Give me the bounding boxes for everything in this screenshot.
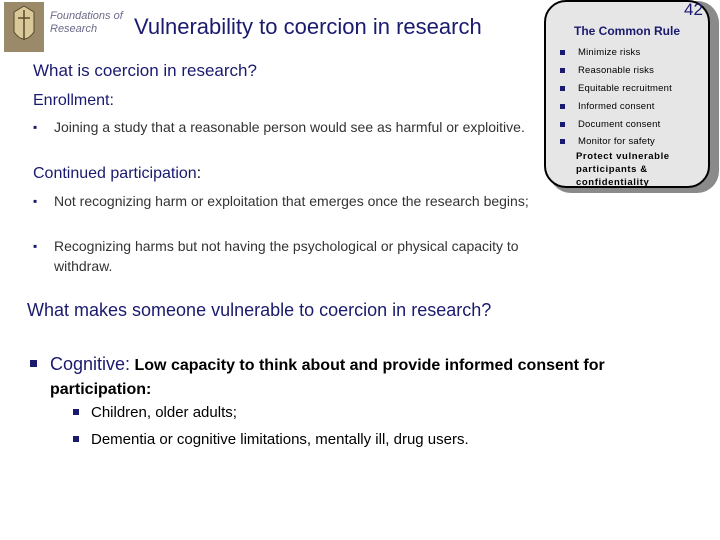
sub-list-item: Children, older adults; bbox=[73, 404, 237, 421]
square-bullet-icon bbox=[30, 360, 37, 367]
cognitive-label: Cognitive: bbox=[50, 354, 131, 374]
continued-heading-label: Continued participation bbox=[33, 165, 197, 182]
rule-item: Equitable recruitment bbox=[560, 83, 672, 94]
square-bullet-icon bbox=[560, 122, 565, 127]
question-heading: What is coercion in research? bbox=[33, 61, 257, 80]
list-item: ▪ Joining a study that a reasonable person would see as harmful or exploitive. bbox=[33, 119, 525, 135]
sub-list-item: Dementia or cognitive limitations, mentally ill, drug users. bbox=[73, 431, 469, 448]
square-bullet-icon bbox=[560, 50, 565, 55]
cognitive-item bbox=[30, 352, 690, 402]
rule-item: Informed consent bbox=[560, 101, 655, 112]
rule-item: Monitor for safety bbox=[560, 136, 655, 147]
common-rule-title: The Common Rule bbox=[573, 24, 680, 38]
square-bullet-icon bbox=[560, 104, 565, 109]
square-bullet-icon: ▪ bbox=[33, 120, 38, 134]
square-bullet-icon: ▪ bbox=[33, 239, 38, 253]
rule-item: Reasonable risks bbox=[560, 65, 654, 76]
square-bullet-icon bbox=[73, 409, 79, 415]
square-bullet-icon: ▪ bbox=[33, 194, 38, 208]
square-bullet-icon bbox=[560, 86, 565, 91]
enrollment-heading: Enrollment: bbox=[33, 92, 114, 109]
list-item: ▪ Not recognizing harm or exploitation that emerges once the research begins; bbox=[33, 193, 529, 209]
series-title: Foundations of Research bbox=[50, 10, 123, 35]
square-bullet-icon bbox=[560, 139, 565, 144]
common-rule-panel bbox=[544, 0, 710, 188]
university-crest-logo bbox=[4, 2, 44, 52]
page-number: 42 bbox=[684, 0, 703, 19]
rule-item: Document consent bbox=[560, 119, 660, 130]
list-item: ▪ Recognizing harms but not having the psychological or physical capacity to withdraw. bbox=[33, 238, 519, 274]
rule-panel-note: Protect vulnerable participants & confidentiality bbox=[576, 151, 670, 188]
heading-separator: : bbox=[196, 165, 202, 182]
continued-participation-heading bbox=[33, 165, 201, 183]
square-bullet-icon bbox=[73, 436, 79, 442]
rule-item: Minimize risks bbox=[560, 47, 640, 58]
cognitive-description: Low capacity to think about and provide informed consent for participation: bbox=[50, 357, 605, 398]
square-bullet-icon bbox=[560, 68, 565, 73]
slide-title: Vulnerability to coercion in research bbox=[134, 14, 482, 39]
vulnerability-question: What makes someone vulnerable to coercion in research? bbox=[27, 300, 492, 320]
